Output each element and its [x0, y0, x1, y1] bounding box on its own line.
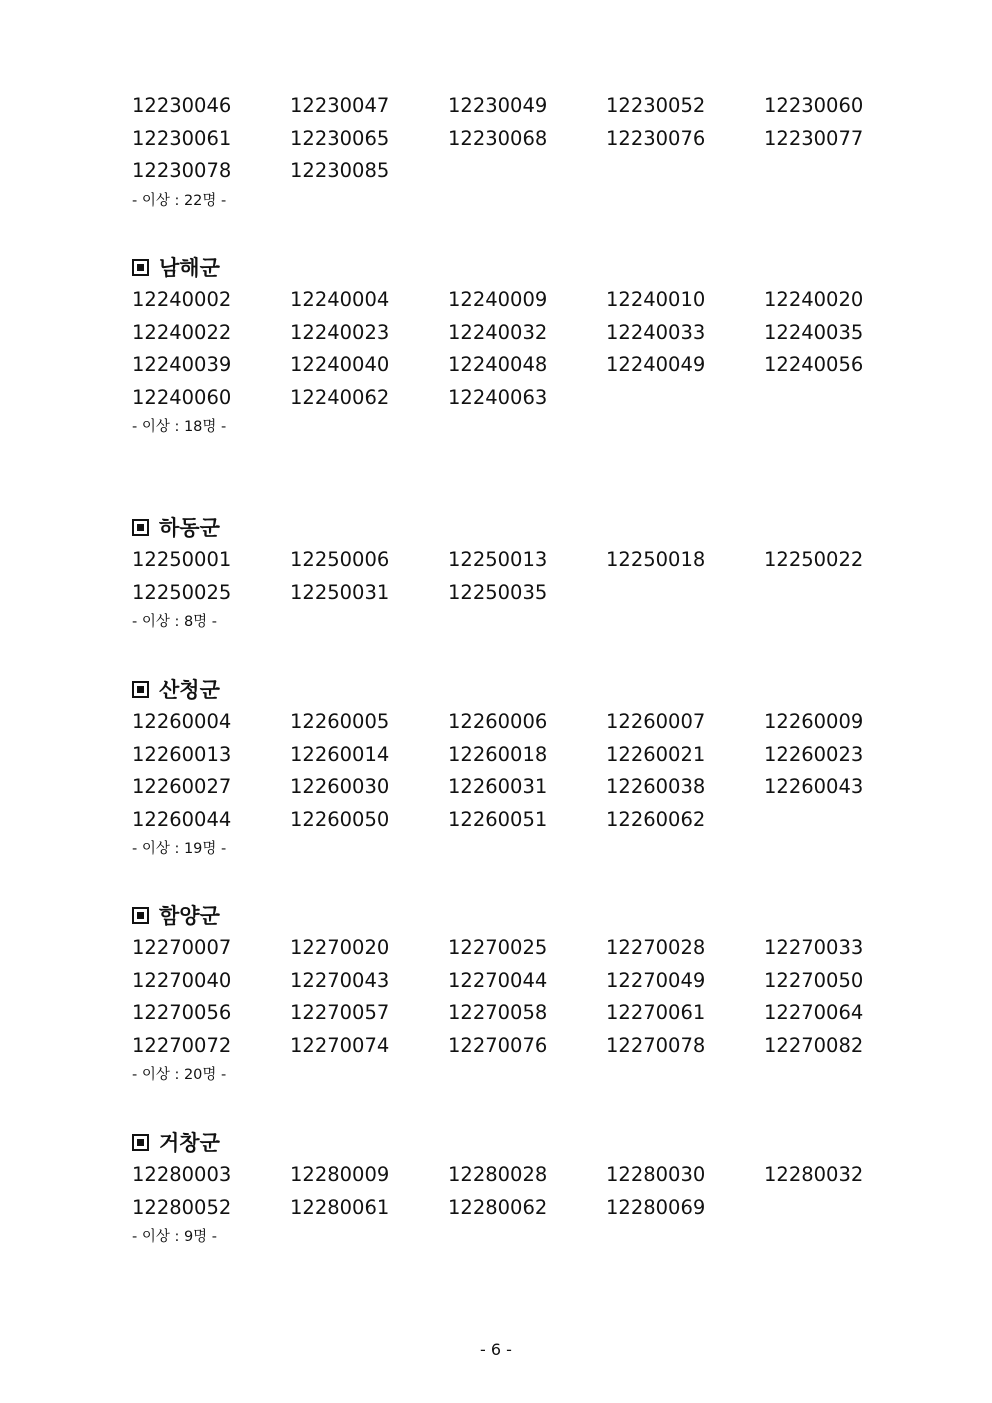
candidate-id: 12270044 — [448, 968, 548, 992]
section-count: - 이상 : 19명 - — [132, 841, 227, 857]
candidate-id: 12280003 — [132, 1163, 232, 1186]
section-count: - 이상 : 20명 - — [132, 1067, 227, 1083]
candidate-id: 12260018 — [448, 742, 548, 766]
candidate-id: 12240049 — [606, 353, 706, 376]
candidate-id: 12230085 — [290, 159, 390, 182]
candidate-id: 12260062 — [606, 807, 706, 831]
candidate-id: 12260050 — [290, 807, 390, 831]
candidate-id: 12260007 — [606, 710, 706, 733]
square-bullet-icon — [132, 681, 149, 698]
section-count: - 이상 : 8명 - — [132, 614, 218, 630]
district-section — [132, 90, 892, 214]
candidate-id: 12280032 — [764, 1163, 864, 1186]
candidate-id: 12270020 — [290, 936, 390, 959]
section-heading-text: 하동군 — [159, 516, 220, 540]
id-grid — [132, 284, 892, 414]
candidate-id: 12280062 — [448, 1195, 548, 1219]
candidate-id: 12260030 — [290, 775, 390, 798]
section-count: - 이상 : 22명 - — [132, 192, 227, 209]
candidate-id: 12260006 — [448, 710, 548, 733]
candidate-id: 12230068 — [448, 126, 548, 150]
candidate-id: 12260009 — [764, 710, 864, 733]
candidate-id: 12230061 — [132, 126, 232, 150]
page-number: - 6 - — [480, 1340, 512, 1359]
candidate-id: 12270033 — [764, 936, 864, 959]
candidate-id: 12280009 — [290, 1163, 390, 1186]
id-grid — [132, 932, 892, 1062]
candidate-id: 12270028 — [606, 936, 706, 959]
candidate-id: 12260005 — [290, 710, 390, 733]
candidate-id: 12240039 — [132, 353, 232, 376]
candidate-id: 12260044 — [132, 807, 232, 831]
candidate-id: 12240060 — [132, 385, 232, 409]
id-grid — [132, 90, 892, 188]
section-heading — [132, 900, 892, 932]
candidate-id: 12270076 — [448, 1033, 548, 1057]
candidate-id: 12270007 — [132, 936, 232, 959]
candidate-id: 12270072 — [132, 1033, 232, 1057]
candidate-id: 12240022 — [132, 320, 232, 344]
candidate-id: 12230060 — [764, 94, 864, 117]
candidate-id: 12260023 — [764, 742, 864, 766]
candidate-id: 12240004 — [290, 288, 390, 311]
candidate-id: 12240048 — [448, 353, 548, 376]
square-bullet-icon — [132, 259, 149, 276]
id-grid — [132, 706, 892, 836]
candidate-id: 12230065 — [290, 126, 390, 150]
section-heading-text: 거창군 — [159, 1131, 220, 1155]
candidate-id: 12270025 — [448, 936, 548, 959]
candidate-id: 12260021 — [606, 742, 706, 766]
candidate-id: 12240010 — [606, 288, 706, 311]
section-heading — [132, 252, 892, 284]
square-bullet-icon — [132, 1134, 149, 1151]
candidate-id: 12230076 — [606, 126, 706, 150]
candidate-id: 12230077 — [764, 126, 864, 150]
candidate-id: 12230078 — [132, 159, 232, 182]
candidate-id: 12270064 — [764, 1001, 864, 1024]
square-bullet-icon — [132, 907, 149, 924]
candidate-id: 12270040 — [132, 968, 232, 992]
section-count: - 이상 : 18명 - — [132, 419, 227, 435]
candidate-id: 12250025 — [132, 580, 232, 604]
candidate-id: 12250022 — [764, 548, 864, 571]
candidate-id: 12260004 — [132, 710, 232, 733]
candidate-id: 12230047 — [290, 94, 390, 117]
candidate-id: 12230046 — [132, 94, 232, 117]
candidate-id: 12240063 — [448, 385, 548, 409]
candidate-id: 12240033 — [606, 320, 706, 344]
candidate-id: 12260031 — [448, 775, 548, 798]
candidate-id: 12280061 — [290, 1195, 390, 1219]
candidate-id: 12260038 — [606, 775, 706, 798]
candidate-id: 12280028 — [448, 1163, 548, 1186]
candidate-id: 12280069 — [606, 1195, 706, 1219]
candidate-id: 12270078 — [606, 1033, 706, 1057]
section-heading — [132, 512, 892, 544]
candidate-id: 12270082 — [764, 1033, 864, 1057]
candidate-id: 12260051 — [448, 807, 548, 831]
candidate-id: 12250018 — [606, 548, 706, 571]
candidate-id: 12240062 — [290, 385, 390, 409]
district-section — [132, 900, 892, 1088]
section-count: - 이상 : 9명 - — [132, 1229, 218, 1245]
candidate-id: 12240009 — [448, 288, 548, 311]
candidate-id: 12240032 — [448, 320, 548, 344]
candidate-id: 12240020 — [764, 288, 864, 311]
section-heading — [132, 674, 892, 706]
section-heading-text: 남해군 — [159, 256, 220, 280]
candidate-id: 12270049 — [606, 968, 706, 992]
candidate-id: 12270057 — [290, 1001, 390, 1024]
square-bullet-icon — [132, 519, 149, 536]
candidate-id: 12250006 — [290, 548, 390, 571]
candidate-id: 12250031 — [290, 580, 390, 604]
section-heading — [132, 1127, 892, 1159]
id-grid — [132, 1159, 892, 1224]
candidate-id: 12240035 — [764, 320, 864, 344]
candidate-id: 12240023 — [290, 320, 390, 344]
candidate-id: 12270058 — [448, 1001, 548, 1024]
district-section — [132, 252, 892, 440]
district-section — [132, 674, 892, 862]
candidate-id: 12250035 — [448, 580, 548, 604]
candidate-id: 12270043 — [290, 968, 390, 992]
candidate-id: 12250001 — [132, 548, 232, 571]
id-grid — [132, 544, 892, 609]
candidate-id: 12230052 — [606, 94, 706, 117]
candidate-id: 12270056 — [132, 1001, 232, 1024]
district-section — [132, 512, 892, 635]
district-section — [132, 1127, 892, 1250]
candidate-id: 12240056 — [764, 353, 864, 376]
candidate-id: 12260043 — [764, 775, 864, 798]
candidate-id: 12280030 — [606, 1163, 706, 1186]
candidate-id: 12230049 — [448, 94, 548, 117]
candidate-id: 12260027 — [132, 775, 232, 798]
section-heading-text: 산청군 — [159, 678, 220, 702]
candidate-id: 12250013 — [448, 548, 548, 571]
candidate-id: 12270074 — [290, 1033, 390, 1057]
candidate-id: 12280052 — [132, 1195, 232, 1219]
candidate-id: 12270061 — [606, 1001, 706, 1024]
section-heading-text: 함양군 — [159, 904, 220, 928]
candidate-id: 12260014 — [290, 742, 390, 766]
candidate-id: 12260013 — [132, 742, 232, 766]
candidate-id: 12270050 — [764, 968, 864, 992]
candidate-id: 12240002 — [132, 288, 232, 311]
candidate-id: 12240040 — [290, 353, 390, 376]
